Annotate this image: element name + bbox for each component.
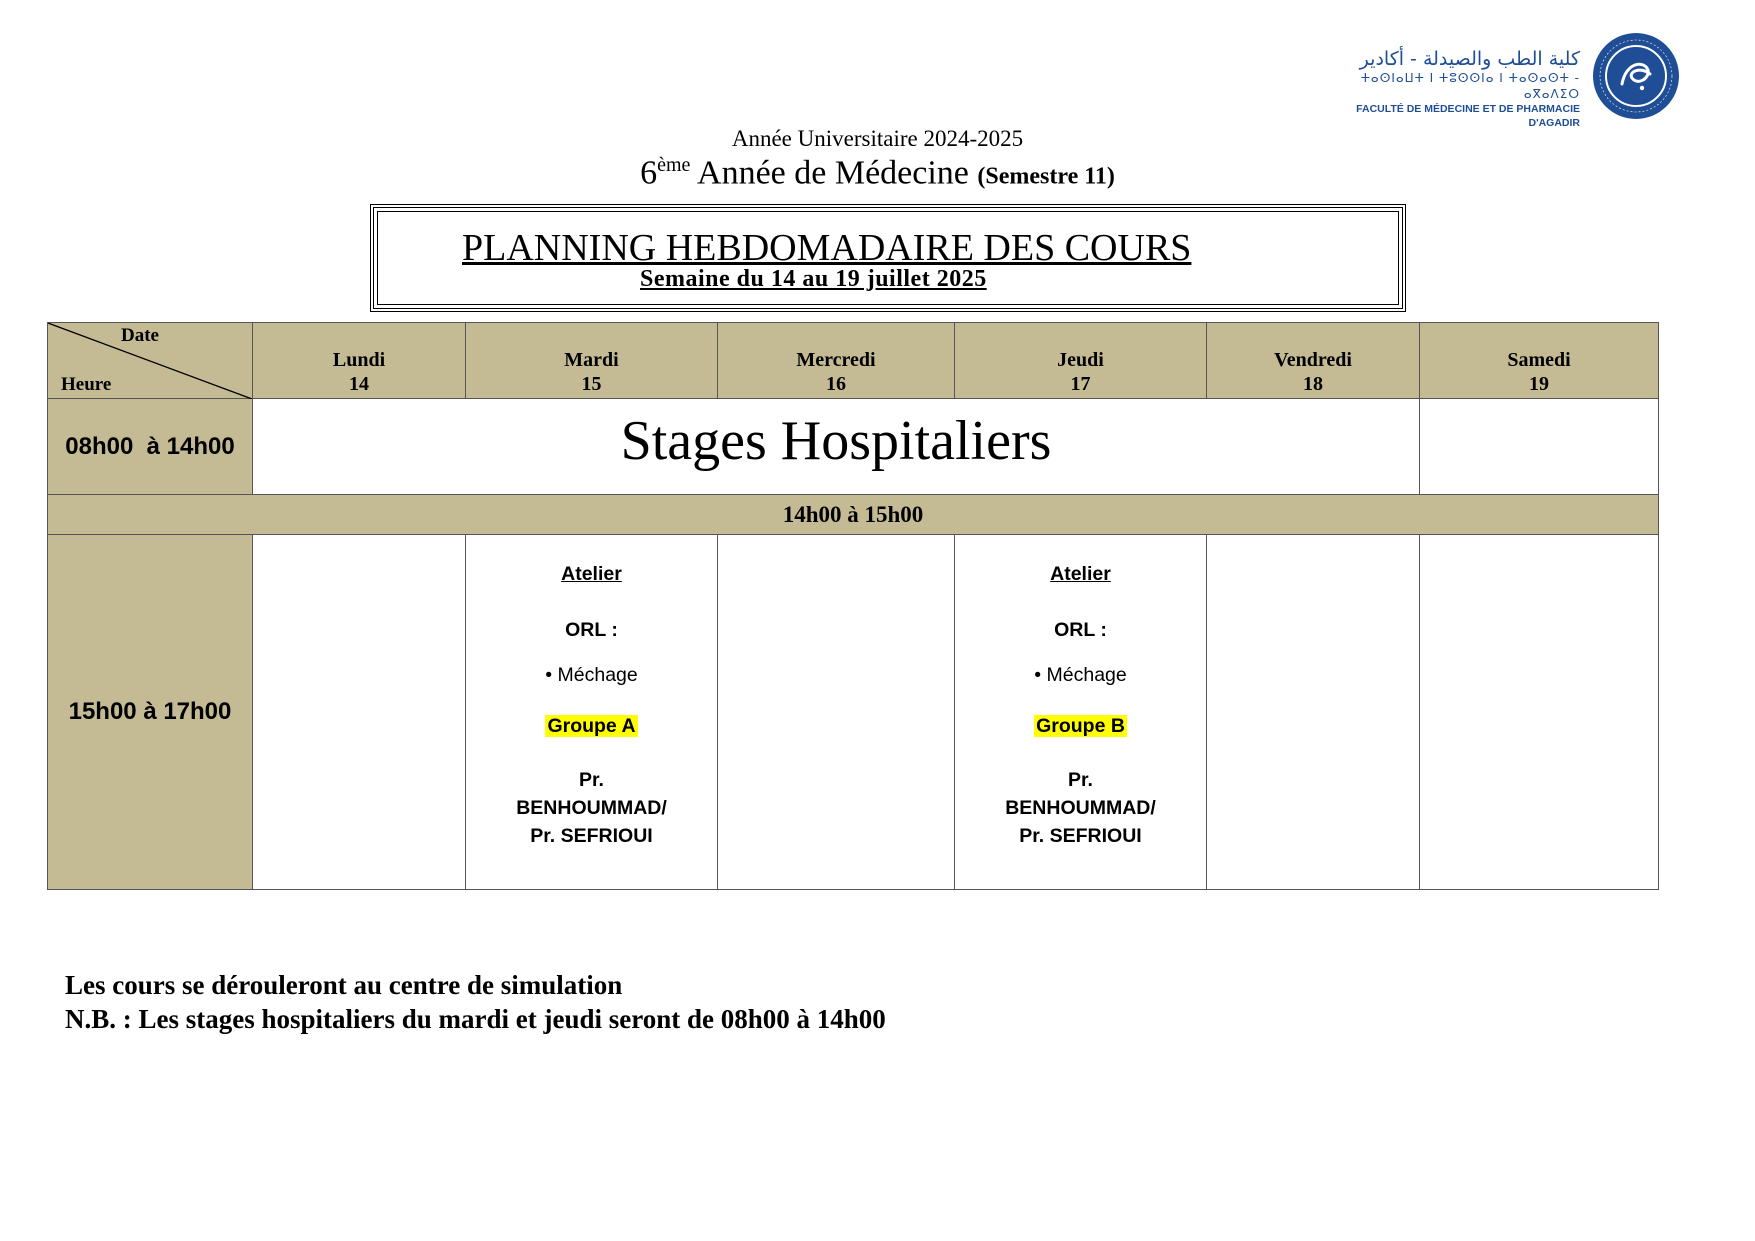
- jeudi-afternoon-cell: [955, 535, 1207, 890]
- notes-block: [65, 968, 886, 1036]
- samedi-afternoon-cell: [1420, 535, 1659, 890]
- slot-afternoon-label: 15h00 à 17h00: [48, 535, 253, 890]
- group-label: [466, 715, 717, 738]
- logo-tifinagh-text: ⵜⴰⵙⵏⴰⵡⵜ ⵏ ⵜⵓⵙⵙⵏⴰ ⵏ ⵜⴰⵙⴰⵙⵜ - ⴰⴳⴰⴷⵉⵔ: [1360, 71, 1580, 101]
- bullet-text: Méchage: [1046, 664, 1127, 686]
- group-highlight: Groupe A: [547, 715, 636, 737]
- corner-hour-label: Heure: [61, 374, 112, 395]
- day-name: Lundi: [332, 348, 386, 371]
- day-number: 17: [1070, 372, 1091, 395]
- group-label: [955, 715, 1206, 738]
- atelier-label: Atelier: [561, 563, 622, 585]
- mardi-afternoon-cell: [466, 535, 718, 890]
- day-header-samedi: [1420, 323, 1659, 399]
- morning-row: [48, 399, 1659, 495]
- faculty-logo: [1340, 32, 1680, 129]
- planning-title: PLANNING HEBDOMADAIRE DES COURS: [462, 227, 1192, 269]
- day-name: Vendredi: [1274, 348, 1352, 371]
- professor-line: Pr.: [1068, 769, 1093, 791]
- week-subtitle: Semaine du 14 au 19 juillet 2025: [640, 266, 987, 292]
- day-number: 15: [581, 372, 602, 395]
- logo-arabic-text: كلية الطب والصيدلة - أكادير: [1359, 48, 1580, 70]
- logo-text: [1340, 48, 1580, 130]
- day-header-vendredi: [1207, 323, 1420, 399]
- schedule-table: [47, 322, 1659, 890]
- logo-french-text: FACULTÉ DE MÉDECINE ET DE PHARMACIE D'AGADIR: [1356, 103, 1580, 129]
- professor-line: Pr.: [579, 769, 604, 791]
- day-name: Jeudi: [1057, 348, 1104, 371]
- level-superscript: ème: [657, 154, 691, 176]
- bullet-icon: •: [545, 664, 558, 686]
- level-text: Année de Médecine: [690, 154, 978, 192]
- professors: [466, 766, 717, 850]
- professor-line: Pr. SEFRIOUI: [1019, 825, 1142, 847]
- day-number: 14: [349, 372, 369, 395]
- afternoon-row: [48, 535, 1659, 890]
- bullet-item: [466, 664, 717, 687]
- level-number: 6: [640, 154, 658, 192]
- title-box: [370, 204, 1406, 312]
- stages-hospitaliers-cell: Stages Hospitaliers: [253, 399, 1420, 495]
- professor-line: BENHOUMMAD/: [1005, 797, 1156, 819]
- day-name: Samedi: [1507, 348, 1571, 371]
- bullet-icon: •: [1034, 664, 1047, 686]
- lundi-afternoon-cell: [253, 535, 466, 890]
- corner-cell: [48, 323, 253, 399]
- day-number: 18: [1303, 372, 1323, 395]
- day-header-mardi: [466, 323, 718, 399]
- professor-line: BENHOUMMAD/: [516, 797, 667, 819]
- vendredi-afternoon-cell: [1207, 535, 1420, 890]
- day-name: Mardi: [564, 348, 619, 371]
- day-header-lundi: [253, 323, 466, 399]
- table-header-row: [48, 323, 1659, 399]
- day-header-jeudi: [955, 323, 1207, 399]
- orl-label: ORL :: [1054, 619, 1107, 641]
- day-header-mercredi: [718, 323, 955, 399]
- note-location: Les cours se dérouleront au centre de simulation: [65, 970, 623, 1000]
- group-highlight: Groupe B: [1036, 715, 1125, 737]
- semester-label: (Semestre 11): [977, 163, 1115, 190]
- bullet-item: [955, 664, 1206, 687]
- professors: [955, 766, 1206, 850]
- orl-label: ORL :: [565, 619, 618, 641]
- slot-morning-label: 08h00 à 14h00: [48, 399, 253, 495]
- day-name: Mercredi: [796, 348, 876, 371]
- day-number: 16: [826, 372, 846, 395]
- samedi-morning-cell: [1420, 399, 1659, 495]
- university-seal-icon: [1592, 32, 1680, 120]
- mercredi-afternoon-cell: [718, 535, 955, 890]
- note-nb: N.B. : Les stages hospitaliers du mardi et jeudi seront de 08h00 à 14h00: [65, 1004, 886, 1034]
- study-level: [0, 154, 1755, 192]
- pause-label: 14h00 à 15h00: [48, 495, 1659, 535]
- academic-year: Année Universitaire 2024-2025: [731, 126, 1024, 151]
- pause-row: [48, 495, 1659, 535]
- corner-date-label: Date: [121, 325, 159, 346]
- atelier-label: Atelier: [1050, 563, 1111, 585]
- bullet-text: Méchage: [557, 664, 638, 686]
- professor-line: Pr. SEFRIOUI: [530, 825, 653, 847]
- day-number: 19: [1529, 372, 1549, 395]
